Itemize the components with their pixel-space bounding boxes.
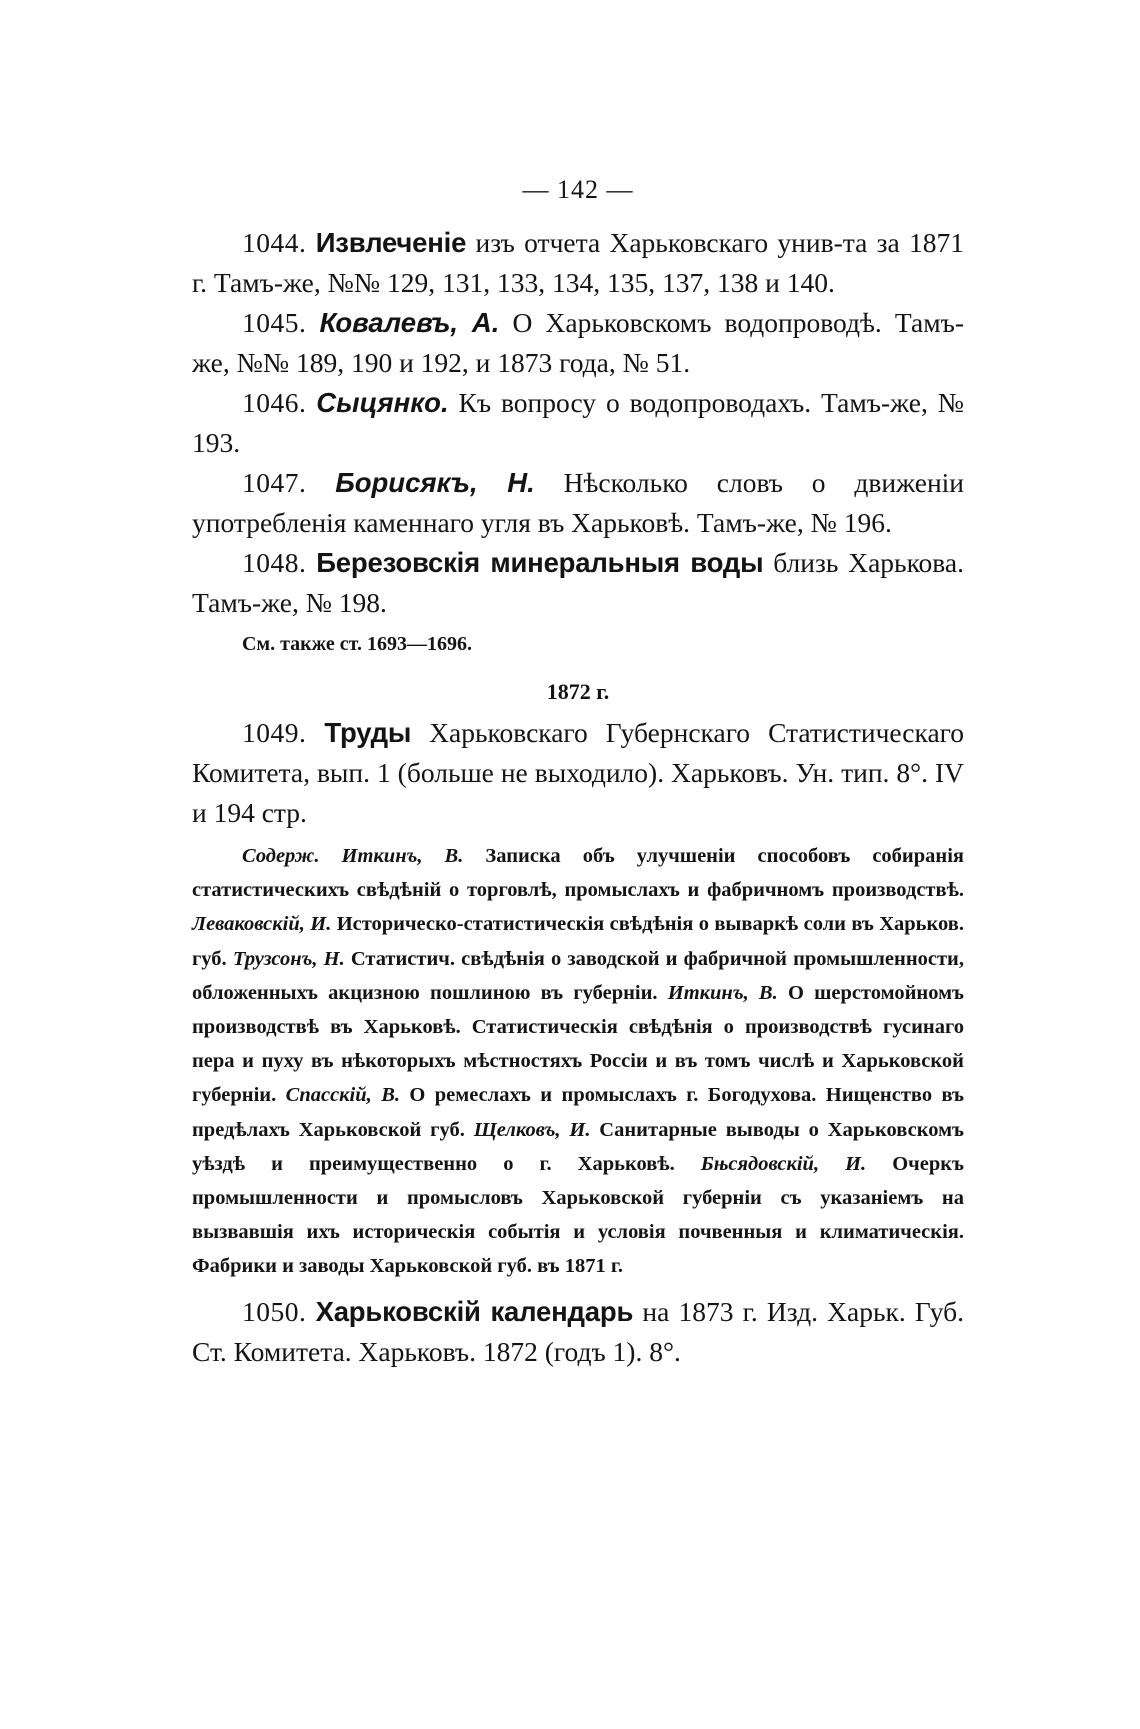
entry-heading: Борисякъ, Н. — [335, 467, 535, 498]
entry-1047 — [192, 463, 964, 543]
entry-number: 1045. — [242, 307, 307, 338]
entry-text: на 1873 г. Изд. Харьк. Губ. Ст. Комитета. Харьковъ. 1872 (годъ 1). 8°. — [192, 1295, 965, 1367]
entry-heading: Березовскія минеральныя воды — [316, 547, 764, 578]
entry-number: 1050. — [242, 1295, 307, 1327]
entry-number: 1049. — [242, 717, 307, 748]
contents-text: Записка объ улучшеніи способовъ собиранія статистическихъ свѣдѣній о торговлѣ, промыслахъ и фабричномъ производствѣ. — [192, 845, 964, 902]
entry-number: 1046. — [242, 387, 307, 418]
entry-1048 — [192, 543, 964, 623]
book-page — [192, 175, 964, 1372]
contents-author: Иткинъ, В. — [341, 845, 464, 867]
entry-number: 1047. — [242, 467, 307, 498]
entry-heading: Харьковскій календарь — [315, 1295, 634, 1327]
entry-heading: Сыцянко. — [316, 387, 449, 418]
contents-text: Статистич. свѣдѣнія о заводской и фабричной промышленности, обложенныхъ акцизною пошлиною въ губерніи. — [192, 947, 964, 1004]
contents-author: Спасскій, В. — [285, 1084, 400, 1107]
entry-heading: Труды — [324, 717, 412, 748]
year-heading: 1872 г. — [546, 679, 610, 704]
contents-text: О ремеслахъ и промыслахъ г. Богодухова. Нищенство въ предѣлахъ Харьковской губ. — [192, 1084, 964, 1141]
entry-text: Нѣсколько словъ о движеніи употребленія каменнаго угля въ Харьковѣ. Тамъ-же, № 196. — [192, 467, 965, 538]
entry-number: 1044. — [242, 227, 307, 258]
entry-1045 — [192, 303, 964, 383]
entry-heading: Ковалевъ, А. — [319, 307, 500, 338]
entry-1050 — [192, 1292, 964, 1372]
entry-number: 1048. — [242, 547, 307, 578]
entry-text: Харьковскаго Губернскаго Статистическаго Комитета, вып. 1 (больше не выходило). Харьковъ. Ун. тип. 8°. IV и 194 стр. — [192, 717, 964, 828]
entry-text: изъ отчета Харьковскаго унив-та за 1871 г. Тамъ-же, №№ 129, 131, 133, 134, 135, 137, 138 и 140. — [192, 227, 964, 298]
entry-heading: Извлеченіе — [315, 227, 467, 258]
contents-label: Содерж. — [242, 845, 320, 867]
entry-text: Къ вопросу о водопроводахъ. Тамъ-же, № 193. — [192, 387, 964, 458]
entry-1049 — [192, 713, 964, 833]
see-also-note: См. также ст. 1693—1696. — [242, 633, 472, 655]
contents-author: Леваковскій, И. — [192, 913, 332, 936]
contents-text: О шерстомойномъ производствѣ въ Харьковѣ. Статистическія свѣдѣнія о производствѣ гусинаго пера и пуху въ нѣкоторыхъ мѣстностяхъ Россіи и въ томъ числѣ и Харьковской губерніи. — [192, 981, 964, 1107]
entry-1044 — [192, 223, 964, 303]
contents-text: Историческо-статистическія свѣдѣнія о вываркѣ соли въ Харьков. губ. — [192, 913, 964, 970]
entry-1046 — [192, 383, 964, 463]
entry-text: близь Харькова. Тамъ-же, № 198. — [192, 547, 965, 618]
contents-author: Трузсонъ, Н. — [232, 947, 345, 970]
page-number: — 142 — — [522, 175, 634, 204]
contents-author: Иткинъ, В. — [667, 981, 778, 1004]
contents-author: Щелковъ, И. — [473, 1118, 591, 1141]
contents-text: Очеркъ промышленности и промысловъ Харьковской губерніи съ указаніемъ на вызвавшія ихъ историческія событія и условія почвенныя и климатическія. Фабрики и заводы Харьковской губ. въ 1871 г. — [192, 1152, 964, 1278]
contents-1049 — [192, 839, 964, 1284]
contents-author: Бњсядовскій, И. — [700, 1152, 867, 1175]
entry-text: О Харьковскомъ водопроводѣ. Тамъ-же, №№ 189, 190 и 192, и 1873 года, № 51. — [192, 307, 965, 378]
contents-text: Санитарные выводы о Харьковскомъ уѣздѣ и преимущественно о г. Харьковѣ. — [192, 1118, 965, 1175]
